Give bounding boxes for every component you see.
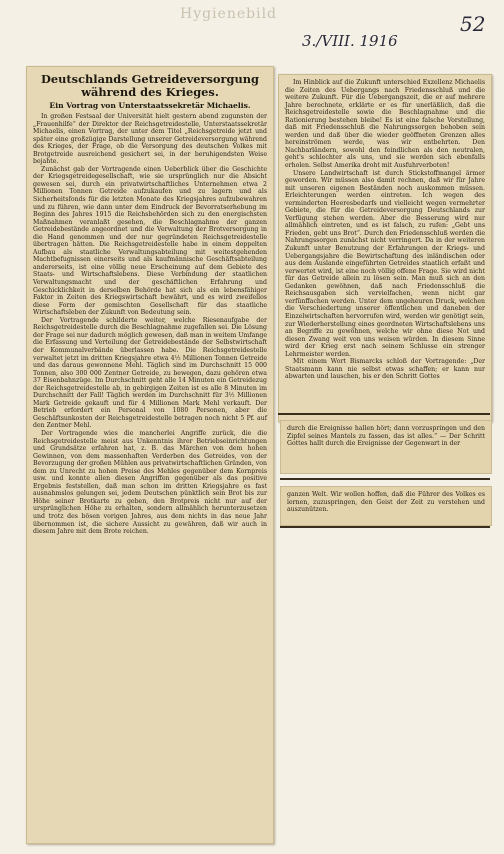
continuation-text: durch die Ereignisse hallen hört; dann vorzuspringen und den Zipfel seines Mantels zu fassen, das ist alles.“ — Der Schritt Gottes hallt durch die Ereignisse der Gegenwart in der	[287, 425, 485, 448]
article-subhead: Ein Vortrag von Unterstaatssekretär Michaelis.	[49, 101, 251, 110]
paragraph: Zunächst gab der Vortragende einen Ueberblick über die Geschichte der Kriegsgetreidegesellschaft, wie sie ursprünglich nur die Absicht gewesen sei, durch ein privatwirtschaftliches Unternehmen etwa 2 Millionen Tonnen Getreide aufzukaufen und zu lagern und als Sicherheitsfonds für die letzten Monate des Kriegsjahres aufzubewahren und zu führen, wie dann unter dem Eindruck der Bevorratserhebung im Beginn des Jahres 1915 die Reichsbehörden sich zu den energischsten Maßnahmen veranlaßt gesehen, die Beschlagnahme der ganzen Getreidebestände angeordnet und die Verwaltung der Brotversorgung in die Hand genommen und der nur gegründeten Reichsgetreidestelle übertragen hätten. Die Reichsgetreidestelle habe in einem doppelten Aufbau als staatliche Verwaltungsabteilung mit weitestgehenden Machtbefugnissen einerseits und als kaufmännische Geschäftsabteilung andererseits, ist eine völlig neue Erscheinung auf dem Gebiete des Staats- und Wirtschaftslebens. Diese Verbindung der staatlichen Verwaltungsmacht und der geschäftlichen Erfahrung und Geschicklichkeit in derselben Behörde hat sich als ein lebensfähiger Faktor in Zeiten des Kriegswirtschaft bewährt, und es wird zweifellos diese Form der gemischten Gesellschaft für das staatliche Wirtschaftsleben der Zukunft von Bedeutung sein.	[33, 165, 267, 317]
paragraph: Mit einem Wort Bismarcks schloß der Vortragende: „Der Staatsmann kann nie selbst etwas schaffen; er kann nur abwarten und lauschen, bis er den Schritt Gottes	[285, 358, 485, 381]
newspaper-masthead: Hygienebild	[180, 6, 278, 22]
paragraph: Im Hinblick auf die Zukunft unterschied Exzellenz Michaelis die Zeiten des Uebergangs nach Friedensschluß und die weitere Zukunft. Für die Uebergangszeit, die er auf mehrere Jahre berechnete, erklärte er es für unerläßlich, daß die Reichsgetreidestelle sowie die Beschlagnahme und die Rationierung bestehen bleibe! Es ist eine falsche Vorstellung, daß mit Friedensschluß die Nahrungssorgen behoben sein werden und daß über die wieder geöffneten Grenzen alles hereinströmen werde, was wir entbehrten. Den Nachbarländern, sowohl den feindlichen als den neutralen, geht's schlechter als uns, und sie werden sich ebenfalls erholen. Selbst Amerika droht mit Ausfuhrverboten!	[285, 79, 485, 170]
clipping-second-column	[278, 74, 492, 422]
article-headline: Deutschlands Getreideversorgung während des Krieges.	[40, 72, 260, 99]
handwritten-date: 3./VIII. 1916	[302, 32, 398, 50]
divider	[280, 478, 490, 480]
clipping-main-column	[26, 66, 274, 844]
divider	[278, 413, 490, 415]
article-body-left	[33, 113, 267, 536]
divider	[280, 526, 490, 528]
clipping-continuation-2	[280, 486, 492, 526]
paragraph: Der Vortragende schilderte weiter, welche Riesenaufgabe der Reichsgetreidestelle durch die Beschlagnahme zugefallen sei. Die Lösung der Frage sei nur dadurch möglich gewesen, daß man in weitem Umfange die Erfassung und Verteilung der Getreidebestände der Selbstwirtschaft der Kommunalverbände überlassen habe. Die Reichsgetreidestelle verwaltet jetzt im dritten Kriegsjahre etwa 4½ Millionen Tonnen Getreide und das daraus gewonnene Mehl. Täglich sind im Durchschnitt 15 000 Tonnen, also 300 000 Zentner Getreide, zu bewegen, dazu gehören etwa 37 Eisenbahnzüge. Im Durchschnitt geht alle 14 Minuten ein Getreidezug der Reichsgetreidestelle ab, in gebirgigen Zeiten ist es alle 8 Minuten im Durchschnitt der Fall! Täglich werden im Durchschnitt für 3½ Millionen Mark Getreide gekauft und für 4 Millionen Mark Mehl verkauft. Der Betrieb erfordert ein Personal von 1080 Personen, aber die Geschäftsunkosten der Reichsgetreidestelle betragen noch nicht 5 Pf. auf den Zentner Mehl.	[33, 316, 267, 430]
paragraph: Unsere Landwirtschaft ist durch Stickstoffmangel ärmer geworden. Wir müssen also damit rechnen, daß wir für Jahre mit unseren eigenen Beständen noch auskommen müssen. Erleichterungen werden eintreten. Ich wegen des verminderten Heeresbedarfs und vielleicht wegen vermehrter Gebiete, die für die Getreideversorgung Deutschlands zur Verfügung stehen werden. Aber die Besserung wird nur allmählich eintreten, und es ist falsch, zu rufen: „Gebt uns Frieden, gebt uns Brot“. Durch den Friedensschluß werden die Nahrungssorgen zunächst nicht verringert. Da in der weiteren Zukunft unter Benutzung der Erfahrungen der Kriegs- und Uebergangsjahre die Bewirtschaftung des inländischen oder aus dem Auslande eingeführten Getreides staatlich erfaßt und verwertet wird, ist eine noch völlig offene Frage. Sie wird nicht für das Getreide allein zu lösen sein. Man muß sich an den Gedanken gewöhnen, daß nach Friedensschluß die Reichsausgaben sich vervielfachen, wenn nicht gar verfünffachen werden. Unter dem ungeheuren Druck, welchen die Verschiedertung unserer öffentlichen und daneben der Einzelwirtschaften hervorrufen wird, werden wir genötigt sein, zur Wiederherstellung eines geordneten Wirtschaftslebens uns an Begriffe zu gewöhnen, welche wir ohne diese Not und diesen Zwang weit von uns weisen würden. In diesem Sinne wird der Krieg erst nach seinem Schlusse ein strenger Lehrmeister werden.	[285, 169, 485, 358]
paragraph: Der Vortragende wies die mancherlei Angriffe zurück, die die Reichsgetreidestelle meist aus Unkenntnis ihrer Betriebseinrichtungen und Grundsätze erfahren hat, z. B. das Märchen von dem hohen Gewinnen, von dem massenhaften Verderben des Getreides, von der Bevorzugung der großen Mühlen aus privatwirtschaftlichen Gründen, von dem zu Unrecht zu hohen Preise des Mehles gegenüber dem Kornpreis usw. und konnte allen diesen Angriffen gegenüber als das positive Ergebnis feststellen, daß man schon im dritten Kriegsjahre es fast ausnahmslos gelungen sei, jedem Deutschen pünktlich sein Brot bis zur Höhe seiner Brotkarte zu geben, den Brotpreis nicht nur auf der ursprünglichen Höhe zu erhalten, sondern allmählich herunterzusetzen und trotz des bösen vorigen Jahres, aus dem nichts in das neue Jahr übernommen ist, die sichere Aussicht zu gewähren, daß wir auch in diesem Jahre mit dem Brote reichen.	[33, 429, 267, 536]
paragraph: In großen Festsaal der Universität hielt gestern abend zugunsten der „Frauenhilfe“ der Direktor der Reichsgetreidestelle, Unterstaatssekretär Michaelis, einen Vortrag, der unter dem Titel „Reichsgetreide jetzt und später eine großzügige Darstellung unserer Getreideversorgung während des Krieges, der Frage, ob die Versorgung des deutschen Volkes mit Brotgetreide ausreichend gesichert sei, in der beruhigendsten Weise bejahte.	[33, 113, 267, 166]
continuation-text: ganzen Welt. Wir wollen hoffen, daß die Führer des Volkes es lernen, zuzuspringen, den Geist der Zeit zu verstehen und auszunützen.	[287, 491, 485, 514]
clipping-continuation-1	[280, 420, 492, 474]
article-body-right	[285, 79, 485, 381]
page-number: 52	[460, 12, 486, 36]
